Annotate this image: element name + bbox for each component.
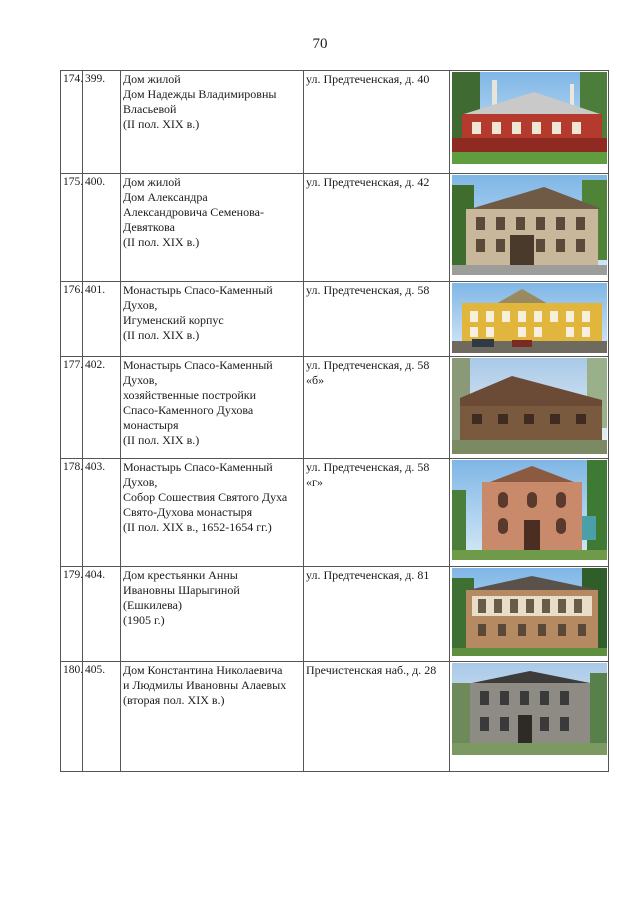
object-name-line: Собор Сошествия Святого Духа [123, 490, 288, 504]
row-number: 175. [61, 174, 83, 282]
object-name-line: Дом Константина Николаевича [123, 663, 283, 677]
object-name-line: (Ешкилева) [123, 598, 182, 612]
row-number: 180. [61, 662, 83, 772]
row-number: 178. [61, 459, 83, 567]
registry-number: 399. [83, 71, 121, 174]
registry-number: 403. [83, 459, 121, 567]
object-name-line: Ивановны Шарыгиной [123, 583, 240, 597]
object-address: ул. Предтеченская, д. 40 [304, 71, 450, 174]
object-name-line: (1905 г.) [123, 613, 165, 627]
row-number: 174. [61, 71, 83, 174]
table-row [61, 282, 609, 357]
object-name-line: Дом жилой [123, 72, 181, 86]
object-name-line: Монастырь Спасо-Каменный [123, 460, 273, 474]
object-name-line: (II пол. XIX в.) [123, 328, 200, 342]
table-row [61, 357, 609, 459]
object-name-line: Духов, [123, 475, 158, 489]
object-name-line: Духов, [123, 373, 158, 387]
table-row [61, 71, 609, 174]
object-address: ул. Предтеченская, д. 58 «г» [304, 459, 450, 567]
register-rows [61, 71, 609, 772]
registry-number: 404. [83, 567, 121, 662]
photo-red-brick-wooden-house [452, 72, 607, 164]
object-name [121, 174, 304, 282]
registry-number: 401. [83, 282, 121, 357]
object-address: Пречистенская наб., д. 28 [304, 662, 450, 772]
object-name-line: Дом крестьянки Анны [123, 568, 238, 582]
object-address: ул. Предтеченская, д. 58 «б» [304, 357, 450, 459]
heritage-register-table [60, 70, 609, 772]
object-name-line: Монастырь Спасо-Каменный [123, 358, 273, 372]
object-name-line: Духов, [123, 298, 158, 312]
object-name [121, 567, 304, 662]
photo-grey-stone-house [452, 663, 607, 755]
object-name-line: (вторая пол. XIX в.) [123, 693, 225, 707]
object-name [121, 357, 304, 459]
building-photo-cell [450, 71, 609, 174]
photo-yellow-abbot-building [452, 283, 607, 353]
object-name-line: Александровича Семенова- [123, 205, 264, 219]
object-name-line: Игуменский корпус [123, 313, 224, 327]
object-name [121, 662, 304, 772]
object-name-line: Свято-Духова монастыря [123, 505, 253, 519]
building-photo-cell [450, 567, 609, 662]
building-photo-cell [450, 174, 609, 282]
photo-long-wooden-barn [452, 358, 607, 454]
registry-number: 402. [83, 357, 121, 459]
photo-weathered-wooden-house [452, 175, 607, 275]
object-name-line: (II пол. XIX в.) [123, 117, 200, 131]
building-photo-cell [450, 282, 609, 357]
object-name-line: Дом Надежды Владимировны [123, 87, 277, 101]
row-number: 177. [61, 357, 83, 459]
object-name-line: (II пол. XIX в., 1652-1654 гг.) [123, 520, 272, 534]
object-name-line: Монастырь Спасо-Каменный [123, 283, 273, 297]
object-name-line: Власьевой [123, 102, 177, 116]
object-name-line: Дом жилой [123, 175, 181, 189]
object-name-line: Спасо-Каменного Духова [123, 403, 254, 417]
object-name-line: и Людмилы Ивановны Алаевых [123, 678, 287, 692]
object-name-line: Дом Александра [123, 190, 208, 204]
object-address: ул. Предтеченская, д. 42 [304, 174, 450, 282]
object-address: ул. Предтеченская, д. 81 [304, 567, 450, 662]
object-address: ул. Предтеченская, д. 58 [304, 282, 450, 357]
building-photo-cell [450, 459, 609, 567]
photo-cathedral [452, 460, 607, 560]
object-name [121, 282, 304, 357]
page-number: 70 [312, 36, 328, 52]
registry-number: 400. [83, 174, 121, 282]
object-name [121, 459, 304, 567]
object-name-line: хозяйственные постройки [123, 388, 257, 402]
photo-two-storey-wooden-house [452, 568, 607, 656]
row-number: 179. [61, 567, 83, 662]
building-photo-cell [450, 357, 609, 459]
object-name-line: Девяткова [123, 220, 175, 234]
table-row [61, 567, 609, 662]
object-name-line: (II пол. XIX в.) [123, 433, 200, 447]
object-name [121, 71, 304, 174]
object-name-line: (II пол. XIX в.) [123, 235, 200, 249]
building-photo-cell [450, 662, 609, 772]
registry-number: 405. [83, 662, 121, 772]
table-row [61, 662, 609, 772]
table-row [61, 174, 609, 282]
table-row [61, 459, 609, 567]
object-name-line: монастыря [123, 418, 179, 432]
row-number: 176. [61, 282, 83, 357]
